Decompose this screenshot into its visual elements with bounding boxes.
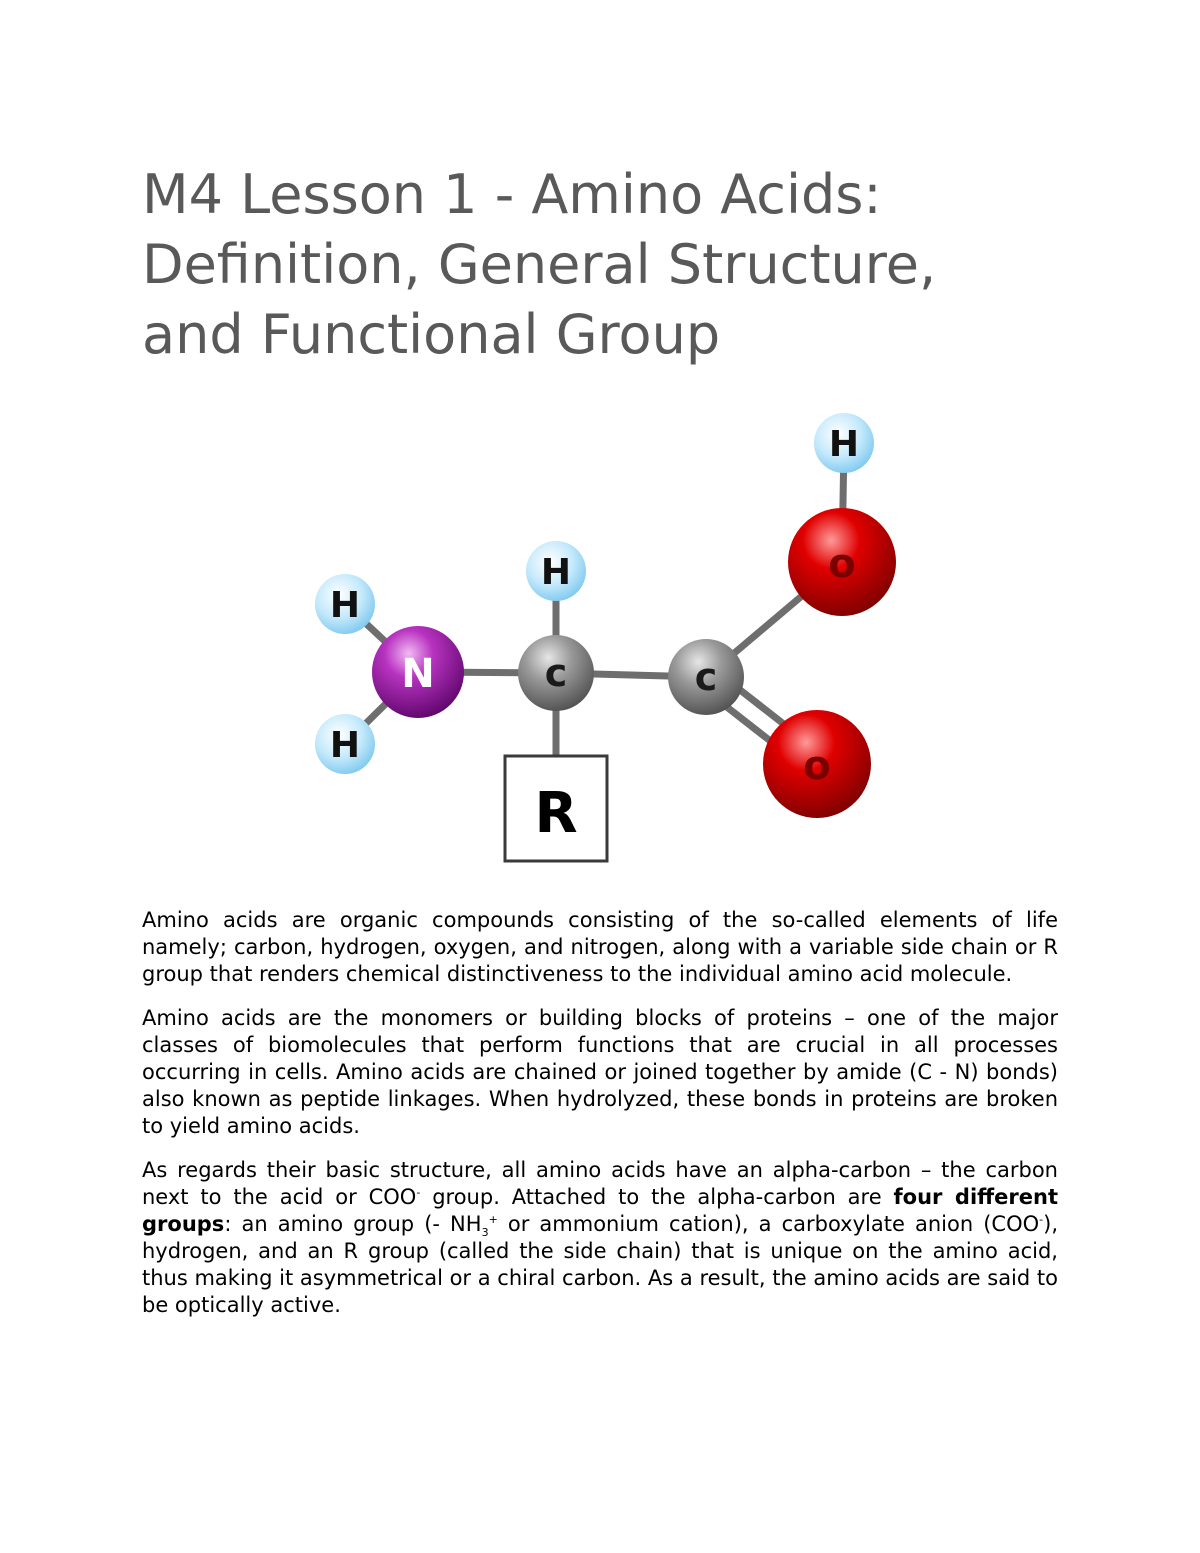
- p3-part-3: : an amino group (- NH: [224, 1212, 482, 1236]
- atom-nitrogen: [372, 626, 464, 718]
- atom-h-alpha: [526, 541, 586, 601]
- body-text: [142, 907, 1058, 1336]
- atom-h-hydroxyl-label: H: [828, 424, 860, 465]
- atom-c-carboxyl-label: c: [694, 655, 718, 699]
- atom-o-hydroxyl: [788, 508, 896, 616]
- atom-h-hydroxyl: [814, 413, 874, 473]
- amino-acid-structure-diagram: [300, 410, 900, 870]
- page-title: [142, 160, 1082, 370]
- p3-bold-four-different-groups: four different groups: [142, 1185, 1058, 1236]
- paragraph-monomers: Amino acids are the monomers or building blocks of proteins – one of the major classes of biomolecules that perform functions that are crucial in all processes occurring in cells. Amino acids are chained or joined together by amide (C - N) bonds) also known as peptide linkages. When hydrolyzed, these bonds in proteins are broken to yield amino acids.: [142, 1006, 1058, 1138]
- r-group-label: R: [534, 781, 578, 846]
- p3-superscript-1: -: [416, 1186, 421, 1199]
- title-line-1: M4 Lesson 1 - Amino Acids:: [142, 163, 882, 226]
- title-line-2: Definition, General Structure,: [142, 233, 937, 296]
- bonds: [345, 443, 844, 772]
- p3-part-5: ), hydrogen, and an R group (called the side chain) that is unique on the amino acid, thus making it asymmetrical or a chiral carbon. As a result, the amino acids are said to be optically active.: [142, 1212, 1058, 1317]
- atom-h-alpha-label: H: [540, 552, 572, 593]
- atom-nitrogen-label: N: [401, 651, 435, 697]
- atom-c-carboxyl: [668, 639, 744, 715]
- p3-part-2: group. Attached to the alpha-carbon are: [420, 1185, 894, 1209]
- paragraph-definition: Amino acids are organic compounds consisting of the so-called elements of life namely; carbon, hydrogen, oxygen, and nitrogen, along with a variable side chain or R group that renders chemical distinctiveness to the individual amino acid molecule.: [142, 908, 1058, 986]
- atom-h-amino-top-label: H: [329, 585, 361, 626]
- title-line-3: and Functional Group: [142, 303, 721, 366]
- r-group: [505, 756, 607, 861]
- atom-h-amino-bottom: [315, 714, 375, 774]
- atom-h-amino-top: [315, 574, 375, 634]
- atom-o-hydroxyl-label: o: [828, 541, 856, 587]
- p3-subscript-3: 3: [481, 1226, 489, 1240]
- atom-h-amino-bottom-label: H: [329, 725, 361, 766]
- atom-c-alpha: [518, 635, 594, 711]
- p3-part-1: As regards their basic structure, all amino acids have an alpha-carbon – the carbon next to the acid or COO: [142, 1158, 1058, 1209]
- p3-superscript-plus: +: [488, 1213, 498, 1226]
- atom-c-alpha-label: c: [544, 651, 568, 695]
- p3-part-4: or ammonium cation), a carboxylate anion (COO: [497, 1212, 1040, 1236]
- paragraph-structure: [142, 1157, 1058, 1319]
- p3-superscript-2: -: [1039, 1213, 1044, 1226]
- atom-o-carbonyl: [763, 710, 871, 818]
- atom-o-carbonyl-label: o: [803, 743, 831, 789]
